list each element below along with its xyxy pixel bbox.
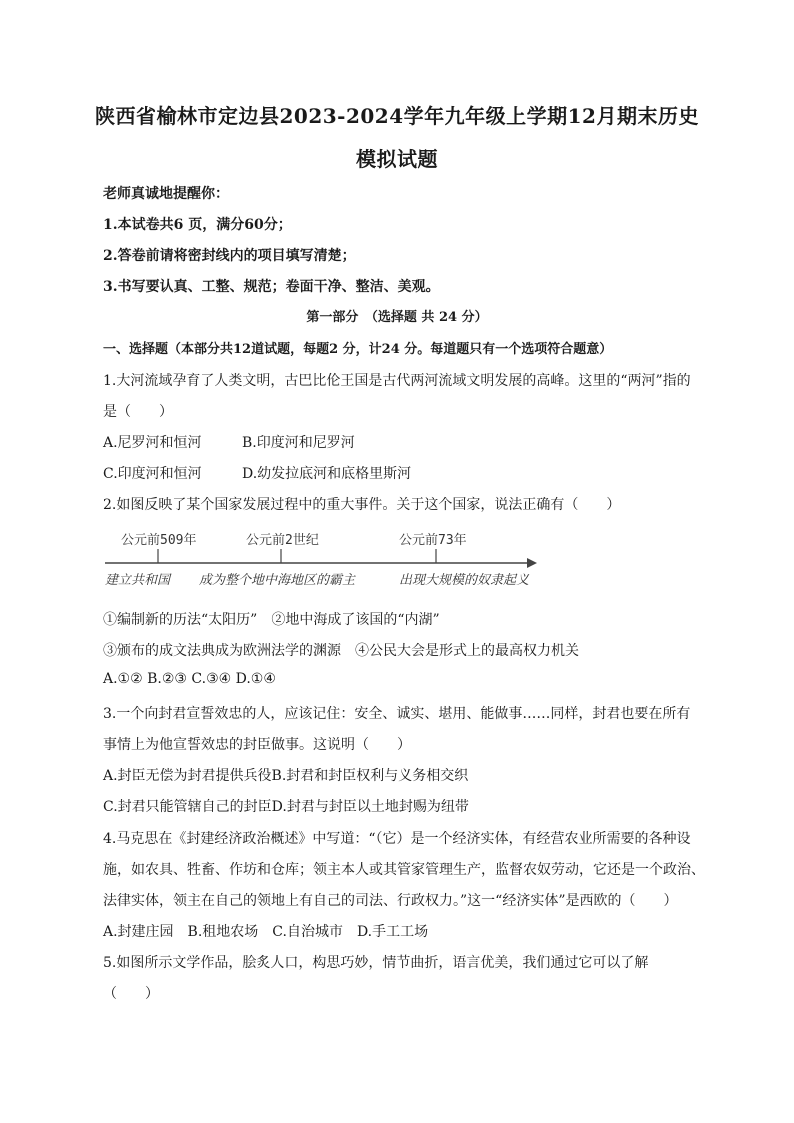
q2-timeline-figure bbox=[103, 525, 563, 595]
q1-option-b: B.印度河和尼罗河 bbox=[242, 435, 355, 451]
q1-option-d: D.幼发拉底河和底格里斯河 bbox=[242, 466, 412, 482]
q1-stem-line1: 1.大河流域孕育了人类文明，古巴比伦王国是古代两河流域文明发展的高峰。这里的“两河”指的 bbox=[103, 373, 691, 389]
q1-option-c: C.印度河和恒河 bbox=[103, 466, 202, 482]
timeline-event: 成为整个地中海地区的霸主 bbox=[199, 573, 356, 588]
notice-item-1: 1.本试卷共6 页，满分60分； bbox=[103, 217, 292, 233]
timeline-arrowhead bbox=[527, 558, 537, 568]
notice-item-2: 2.答卷前请将密封线内的项目填写清楚； bbox=[103, 248, 356, 264]
notice-item-3: 3.书写要认真、工整、规范；卷面干净、整洁、美观。 bbox=[103, 279, 440, 295]
q1-options-row2 bbox=[103, 463, 411, 483]
q4-options: A.封建庄园 B.租地农场 C.自治城市 D.手工工场 bbox=[103, 924, 429, 940]
q1-stem-line2: 是（ ） bbox=[103, 404, 173, 420]
exam-title-line2: 模拟试题 bbox=[356, 147, 438, 171]
q1-options-row1 bbox=[103, 432, 355, 452]
q2-items-line1: ①编制新的历法“太阳历” ②地中海成了该国的“内湖” bbox=[103, 612, 440, 628]
q2-items-line2: ③颁布的成文法典成为欧洲法学的渊源 ④公民大会是形式上的最高权力机关 bbox=[103, 643, 579, 659]
exam-title-line1: 陕西省榆林市定边县2023-2024学年九年级上学期12月期末历史 bbox=[95, 104, 699, 128]
q5-stem-line1: 5.如图所示文学作品，脍炙人口，构思巧妙，情节曲折，语言优美，我们通过它可以了解 bbox=[103, 955, 649, 971]
q2-stem: 2.如图反映了某个国家发展过程中的重大事件。关于这个国家，说法正确有（ ） bbox=[103, 497, 621, 513]
q1-option-a: A.尼罗河和恒河 bbox=[103, 435, 202, 451]
q3-stem-line1: 3.一个向封君宣誓效忠的人，应该记住：安全、诚实、堪用、能做事……同样，封君也要在所有 bbox=[103, 706, 691, 722]
q4-stem-line3: 法律实体，领主在自己的领地上有自己的司法、行政权力。”这一“经济实体”是西欧的（ ） bbox=[103, 893, 678, 909]
section-heading: 一、选择题（本部分共12道试题，每题2 分，计24 分。每道题只有一个选项符合题意） bbox=[103, 342, 613, 357]
notice-heading: 老师真诚地提醒你： bbox=[103, 186, 229, 202]
q3-stem-line2: 事情上为他宣誓效忠的封臣做事。这说明（ ） bbox=[103, 737, 411, 753]
q3-options-line2: C.封君只能管辖自己的封臣D.封君与封臣以土地封赐为纽带 bbox=[103, 799, 469, 815]
q4-stem-line2: 施，如农具、牲畜、作坊和仓库；领主本人或其管家管理生产，监督农奴劳动，它还是一个政治、 bbox=[103, 862, 705, 878]
q5-stem-line2: （ ） bbox=[103, 986, 159, 1002]
timeline-event: 出现大规模的奴隶起义 bbox=[399, 573, 530, 588]
part-title: 第一部分 （选择题 共 24 分） bbox=[306, 310, 488, 325]
q3-options-line1: A.封臣无偿为封君提供兵役B.封君和封臣权利与义务相交织 bbox=[103, 768, 469, 784]
timeline-date: 公元前2世纪 bbox=[246, 533, 319, 548]
q4-stem-line1: 4.马克思在《封建经济政治概述》中写道：“（它）是一个经济实体，有经营农业所需要的各种设 bbox=[103, 831, 691, 847]
timeline-event: 建立共和国 bbox=[105, 573, 171, 588]
q2-options: A.①② B.②③ C.③④ D.①④ bbox=[103, 671, 276, 687]
timeline-date: 公元前509年 bbox=[121, 533, 197, 548]
timeline-date: 公元前73年 bbox=[399, 533, 467, 548]
